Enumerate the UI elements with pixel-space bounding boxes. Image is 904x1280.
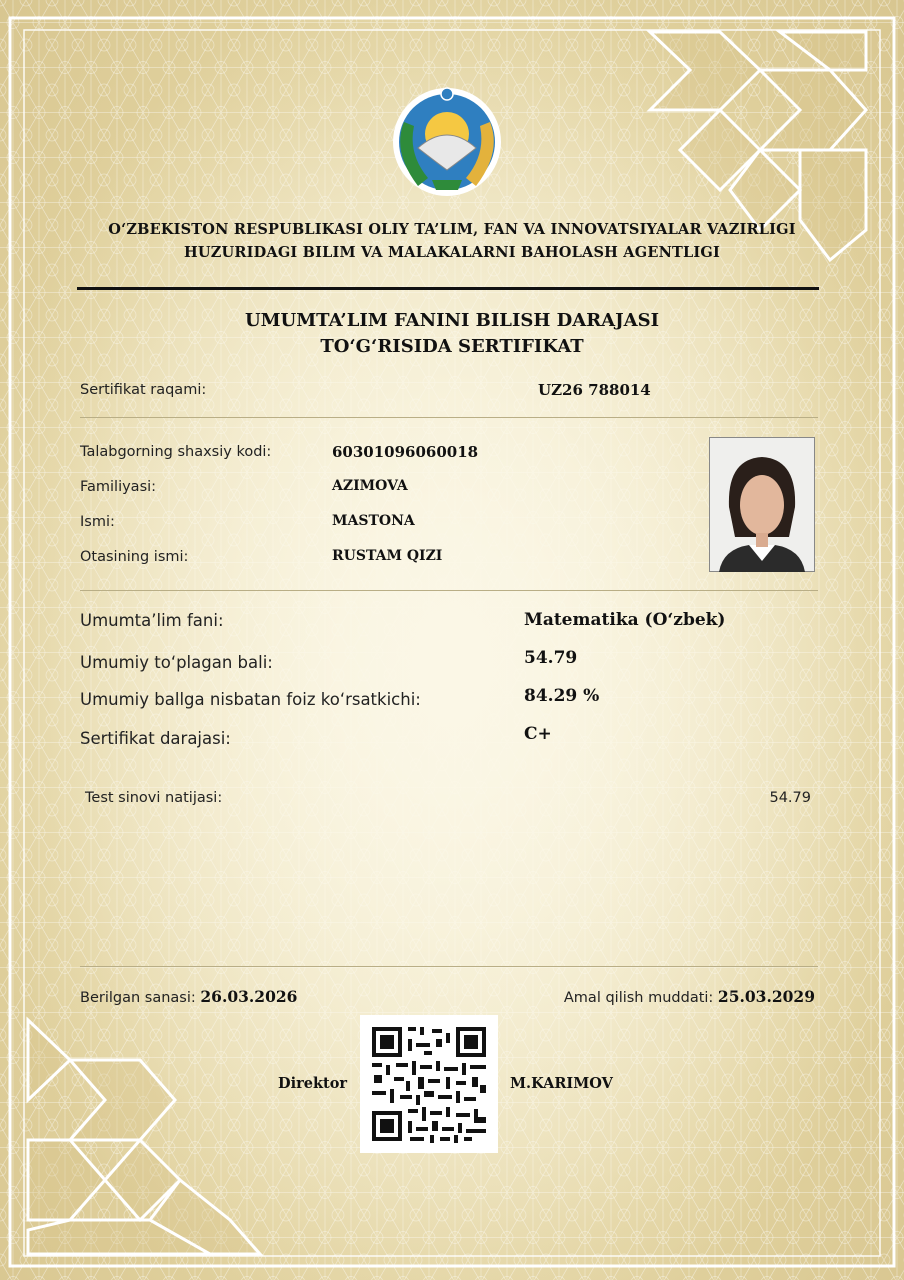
subject-value: Matematika (O‘zbek) <box>524 610 726 630</box>
cert-number: UZ26 788014 <box>538 381 651 399</box>
issued-date: 26.03.2026 <box>200 987 298 1006</box>
valid-label: Amal qilish muddati: <box>563 990 714 1006</box>
surname-value: AZIMOVA <box>332 478 408 494</box>
candidate-photo <box>709 437 815 572</box>
score-value: 54.79 <box>524 648 578 668</box>
org-line2: HUZURIDAGI BILIM VA MALAKALARNI BAHOLASH AGENTLIGI <box>184 244 720 261</box>
surname-label: Familiyasi: <box>80 479 157 495</box>
percent-label: Umumiy ballga nisbatan foiz ko‘rsatkichi: <box>80 690 421 709</box>
score-label: Umumiy to‘plagan bali: <box>80 653 273 672</box>
name-label: Ismi: <box>80 514 115 530</box>
code-value: 60301096060018 <box>332 443 479 461</box>
signature-title: Direktor <box>278 1075 348 1092</box>
qr-code <box>360 1015 498 1153</box>
test-result-value: 54.79 <box>769 790 811 806</box>
grade-value: C+ <box>524 724 552 744</box>
patronymic-value: RUSTAM QIZI <box>332 548 443 564</box>
divider <box>80 966 818 967</box>
issued-date-row <box>80 987 297 1006</box>
signature-name: M.KARIMOV <box>510 1075 613 1092</box>
cert-title-line1: UMUMTA’LIM FANINI BILISH DARAJASI <box>244 310 660 331</box>
grade-label: Sertifikat darajasi: <box>80 729 231 748</box>
header-rule <box>77 287 819 290</box>
divider <box>80 590 818 591</box>
valid-date: 25.03.2029 <box>717 987 815 1006</box>
cert-number-label: Sertifikat raqami: <box>80 382 207 398</box>
valid-date-row <box>480 987 815 1006</box>
state-emblem <box>388 82 506 200</box>
percent-value: 84.29 % <box>524 686 600 706</box>
subject-label: Umumta’lim fani: <box>80 611 224 630</box>
test-result-label: Test sinovi natijasi: <box>85 790 223 806</box>
cert-title-line2: TO‘G‘RISIDA SERTIFIKAT <box>320 336 584 357</box>
patronymic-label: Otasining ismi: <box>80 549 189 565</box>
org-line1: O‘ZBEKISTON RESPUBLIKASI OLIY TA’LIM, FAN VA INNOVATSIYALAR VAZIRLIGI <box>108 221 796 238</box>
name-value: MASTONA <box>332 513 415 529</box>
divider <box>80 417 818 418</box>
code-label: Talabgorning shaxsiy kodi: <box>80 444 272 460</box>
issued-label: Berilgan sanasi: <box>80 990 196 1006</box>
